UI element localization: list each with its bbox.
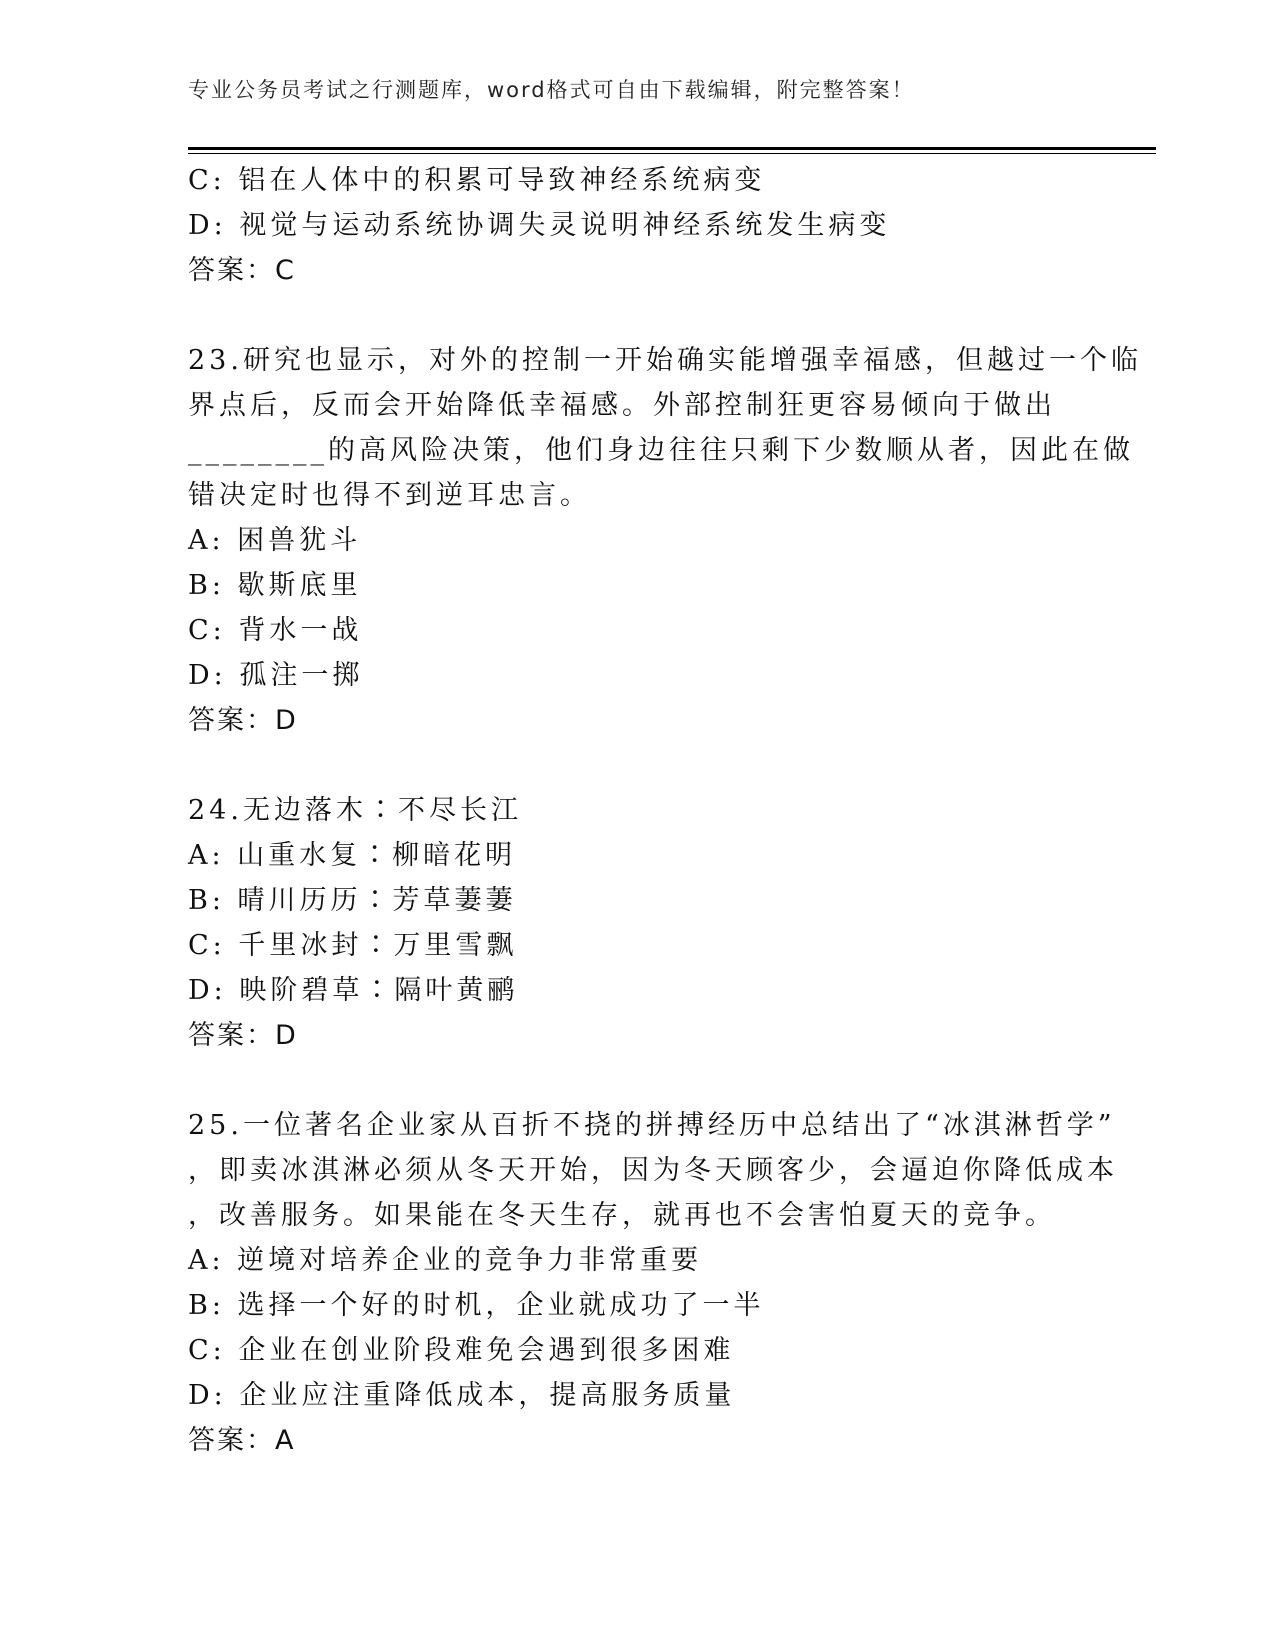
question-block xyxy=(188,338,1142,743)
answer-line: 答案：A xyxy=(188,1425,296,1456)
question-text: 24.无边落木∶不尽长江 xyxy=(188,795,522,826)
question-text: 23.研究也显示，对外的控制一开始确实能增强幸福感，但越过一个临 xyxy=(188,345,1142,376)
question-block xyxy=(188,1103,1118,1463)
option-line: B: 晴川历历∶芳草萋萋 xyxy=(188,885,517,916)
option-line: D: 映阶碧草∶隔叶黄鹂 xyxy=(188,975,519,1006)
option-line: B: 选择一个好的时机，企业就成功了一半 xyxy=(188,1290,765,1321)
question-block xyxy=(188,158,1088,293)
question-content xyxy=(188,158,1142,1463)
option-line: D: 企业应注重降低成本，提高服务质量 xyxy=(188,1380,736,1411)
option-line: C: 企业在创业阶段难免会遇到很多困难 xyxy=(188,1335,735,1366)
answer-line: 答案：D xyxy=(188,1020,298,1051)
option-line: A: 困兽犹斗 xyxy=(188,525,362,556)
question-block xyxy=(188,788,1088,1058)
option-line: C: 千里冰封∶万里雪飘 xyxy=(188,930,518,961)
question-text: ________的高风险决策，他们身边往往只剩下少数顺从者，因此在做 xyxy=(188,435,1134,466)
option-line: D: 孤注一掷 xyxy=(188,660,364,691)
option-line: D: 视觉与运动系统协调失灵说明神经系统发生病变 xyxy=(188,210,891,241)
option-line: B: 歇斯底里 xyxy=(188,570,362,601)
page-header: 专业公务员考试之行测题库，word格式可自由下载编辑，附完整答案！ xyxy=(188,78,915,102)
option-line: C: 铝在人体中的积累可导致神经系统病变 xyxy=(188,165,766,196)
question-text: ，即卖冰淇淋必须从冬天开始，因为冬天顾客少，会逼迫你降低成本 xyxy=(188,1155,1118,1186)
header-rule-thin xyxy=(188,153,1156,154)
question-text: ，改善服务。如果能在冬天生存，就再也不会害怕夏天的竞争。 xyxy=(188,1200,1056,1231)
question-text: 错决定时也得不到逆耳忠言。 xyxy=(188,480,591,511)
question-text: 界点后，反而会开始降低幸福感。外部控制狂更容易倾向于做出 xyxy=(188,390,1056,421)
header-rule-thick xyxy=(188,147,1156,150)
question-text: 25.一位著名企业家从百折不挠的拼搏经历中总结出了“冰淇淋哲学” xyxy=(188,1110,1116,1141)
option-line: A: 逆境对培养企业的竞争力非常重要 xyxy=(188,1245,703,1276)
option-line: C: 背水一战 xyxy=(188,615,363,646)
option-line: A: 山重水复∶柳暗花明 xyxy=(188,840,517,871)
answer-line: 答案：D xyxy=(188,705,298,736)
answer-line: 答案：C xyxy=(188,255,296,286)
